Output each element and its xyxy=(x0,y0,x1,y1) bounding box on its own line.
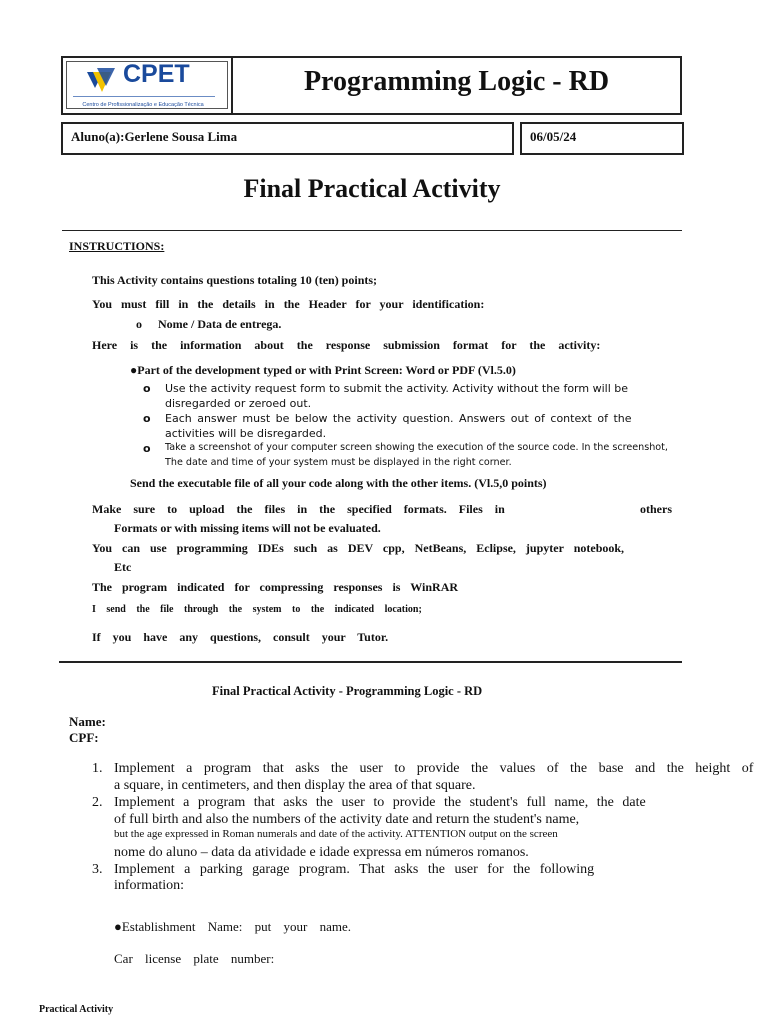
question-2-line-1: Implement a program that asks the user to provide the student's full name, the date xyxy=(114,795,646,810)
student-field: Aluno(a):Gerlene Sousa Lima xyxy=(61,122,514,155)
instruction-7a: Make sure to upload the files in the specified formats. Files in xyxy=(92,502,505,516)
question-2-line-3: but the age expressed in Roman numerals and date of the activity. ATTENTION output on the screen xyxy=(114,828,558,840)
divider-top xyxy=(62,230,682,231)
divider-bottom xyxy=(59,661,682,663)
name-label: Name: xyxy=(69,714,106,729)
sub-bullet-1: o xyxy=(143,382,151,395)
question-3-plate: Car license plate number: xyxy=(114,951,275,966)
logo-cell xyxy=(63,58,233,113)
bullet-o: o xyxy=(136,317,142,331)
logo-subtitle: Centro de Profissionalização e Educação Técnica xyxy=(82,102,204,108)
question-2-number: 2. xyxy=(92,795,103,810)
sub-instruction-1b: disregarded or zeroed out. xyxy=(165,397,312,410)
section-title: Final Practical Activity - Programming Logic - RD xyxy=(212,684,483,698)
instruction-3: Nome / Data de entrega. xyxy=(158,317,282,331)
instruction-7b: others xyxy=(640,502,672,516)
instructions-heading: INSTRUCTIONS: xyxy=(69,239,165,253)
logo-text: CPET xyxy=(123,60,190,88)
instruction-4: Here is the information about the response submission format for the activity: xyxy=(92,338,601,352)
question-3-line-2: information: xyxy=(114,878,184,893)
sub-instruction-1a: Use the activity request form to submit the activity. Activity without the form will be xyxy=(165,382,629,395)
cpet-logo-icon xyxy=(85,64,121,94)
header-table xyxy=(61,56,682,115)
instruction-10: I send the file through the system to the indicated location; xyxy=(92,604,422,615)
question-2-line-4: nome do aluno – data da atividade e idade expressa em números romanos. xyxy=(114,845,529,860)
instruction-8a: You can use programming IDEs such as DEV cpp, NetBeans, Eclipse, jupyter notebook, xyxy=(92,541,625,555)
date-field: 06/05/24 xyxy=(520,122,684,155)
question-3-line-1: Implement a parking garage program. That asks the user for the following xyxy=(114,862,595,877)
instruction-8b: Etc xyxy=(114,560,132,574)
cpf-label: CPF: xyxy=(69,730,99,745)
footer-text: Practical Activity xyxy=(39,1004,114,1015)
instruction-9: The program indicated for compressing responses is WinRAR xyxy=(92,580,459,594)
question-3-number: 3. xyxy=(92,862,103,877)
question-3-establishment: ●Establishment Name: put your name. xyxy=(114,919,352,934)
sub-bullet-3: o xyxy=(143,442,151,455)
question-1-number: 1. xyxy=(92,761,103,776)
instruction-5: ●Part of the development typed or with Print Screen: Word or PDF (Vl.5.0) xyxy=(130,363,516,377)
question-1-line-1: Implement a program that asks the user to provide the values of the base and the height of xyxy=(114,761,754,776)
question-1-line-2: a square, in centimeters, and then display the area of that square. xyxy=(114,778,476,793)
instruction-7c: Formats or with missing items will not be evaluated. xyxy=(114,521,381,535)
instruction-1: This Activity contains questions totaling 10 (ten) points; xyxy=(92,273,378,287)
course-title: Programming Logic - RD xyxy=(303,66,610,97)
question-2-line-2: of full birth and also the numbers of the activity date and return the student's name, xyxy=(114,812,580,827)
page-title: Final Practical Activity xyxy=(243,174,501,203)
sub-instruction-2b: activities will be disregarded. xyxy=(165,427,327,440)
instruction-2: You must fill in the details in the Header for your identification: xyxy=(92,297,485,311)
sub-instruction-3b: The date and time of your system must be displayed in the right corner. xyxy=(165,457,512,468)
sub-instruction-2a: Each answer must be below the activity question. Answers out of context of the xyxy=(165,412,632,425)
instruction-6: Send the executable file of all your code along with the other items. (Vl.5,0 points) xyxy=(130,476,547,490)
sub-bullet-2: o xyxy=(143,412,151,425)
sub-instruction-3a: Take a screenshot of your computer screen showing the execution of the source code. In the screenshot, xyxy=(165,442,668,453)
logo-divider xyxy=(73,96,215,97)
instruction-11: If you have any questions, consult your Tutor. xyxy=(92,630,389,644)
